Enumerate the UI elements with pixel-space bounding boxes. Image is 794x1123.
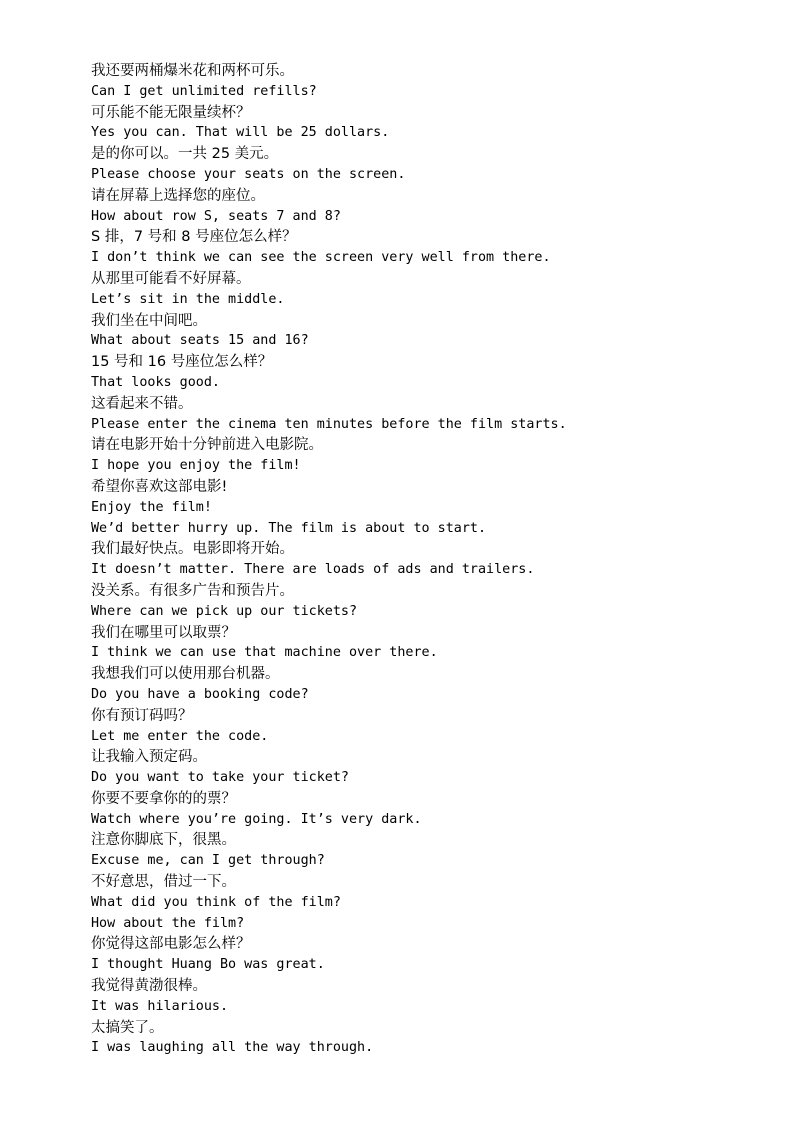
chinese-line: 从那里可能看不好屏幕。 bbox=[91, 270, 251, 287]
english-line: I was laughing all the way through. bbox=[91, 1040, 374, 1056]
english-line: Let’s sit in the middle. bbox=[91, 291, 285, 307]
chinese-line: 你觉得这部电影怎么样？ bbox=[91, 936, 251, 953]
chinese-line: 注意你脚底下，很黑。 bbox=[91, 832, 236, 849]
chinese-line: 太搞笑了。 bbox=[91, 1019, 164, 1036]
english-line: I think we can use that machine over there. bbox=[91, 645, 438, 661]
chinese-line: 让我输入预定码。 bbox=[91, 749, 207, 766]
chinese-line: 希望你喜欢这部电影! bbox=[91, 478, 228, 495]
chinese-line: 这看起来不错。 bbox=[91, 395, 193, 412]
english-line: I don’t think we can see the screen very well from there. bbox=[91, 250, 551, 266]
chinese-line: 我想我们可以使用那台机器。 bbox=[91, 666, 280, 683]
english-line: Do you have a booking code? bbox=[91, 686, 309, 702]
english-line: Please choose your seats on the screen. bbox=[91, 166, 406, 182]
chinese-line: 你有预订码吗？ bbox=[91, 707, 193, 724]
english-line: I thought Huang Bo was great. bbox=[91, 957, 325, 973]
chinese-line: 我还要两桶爆米花和两杯可乐。 bbox=[91, 63, 294, 79]
chinese-line: 不好意思，借过一下。 bbox=[91, 874, 236, 891]
english-line: It was hilarious. bbox=[91, 998, 229, 1014]
english-line: Do you want to take your ticket? bbox=[91, 770, 349, 786]
english-line: How about row S, seats 7 and 8? bbox=[91, 208, 341, 224]
english-line: Excuse me, can I get through? bbox=[91, 853, 325, 869]
chinese-line: 没关系。有很多广告和预告片。 bbox=[91, 582, 294, 599]
chinese-line: 我们最好快点。电影即将开始。 bbox=[91, 541, 294, 558]
chinese-line: 可乐能不能无限量续杯？ bbox=[91, 104, 251, 121]
english-line: It doesn’t matter. There are loads of ads and trailers. bbox=[91, 562, 535, 578]
english-line: We’d better hurry up. The film is about to start. bbox=[91, 520, 487, 536]
english-line: I hope you enjoy the film! bbox=[91, 458, 301, 474]
chinese-line: 是的你可以。一共 25 美元。 bbox=[91, 146, 279, 163]
chinese-line: 请在屏幕上选择您的座位。 bbox=[91, 187, 265, 204]
english-line: Please enter the cinema ten minutes before the film starts. bbox=[91, 416, 567, 432]
dialogue-lines bbox=[91, 61, 731, 1059]
english-line: Watch where you’re going. It’s very dark. bbox=[91, 811, 422, 827]
english-line: What about seats 15 and 16? bbox=[91, 333, 309, 349]
chinese-line: S 排，7 号和 8 号座位怎么样？ bbox=[91, 229, 297, 246]
chinese-line: 我们在哪里可以取票？ bbox=[91, 624, 236, 641]
english-line: Where can we pick up our tickets? bbox=[91, 603, 358, 619]
chinese-line: 我们坐在中间吧。 bbox=[91, 312, 207, 329]
english-line: What did you think of the film? bbox=[91, 894, 341, 910]
english-line: Can I get unlimited refills? bbox=[91, 83, 317, 99]
english-line: Enjoy the film! bbox=[91, 499, 212, 515]
english-line: That looks good. bbox=[91, 374, 220, 390]
chinese-line: 15 号和 16 号座位怎么样？ bbox=[91, 354, 273, 371]
english-line: Let me enter the code. bbox=[91, 728, 269, 744]
english-line: Yes you can. That will be 25 dollars. bbox=[91, 125, 390, 141]
english-line: How about the film? bbox=[91, 915, 245, 931]
chinese-line: 请在电影开始十分钟前进入电影院。 bbox=[91, 437, 323, 454]
chinese-line: 我觉得黄渤很棒。 bbox=[91, 978, 207, 995]
chinese-line: 你要不要拿你的的票？ bbox=[91, 790, 236, 807]
document-page bbox=[91, 61, 731, 1059]
